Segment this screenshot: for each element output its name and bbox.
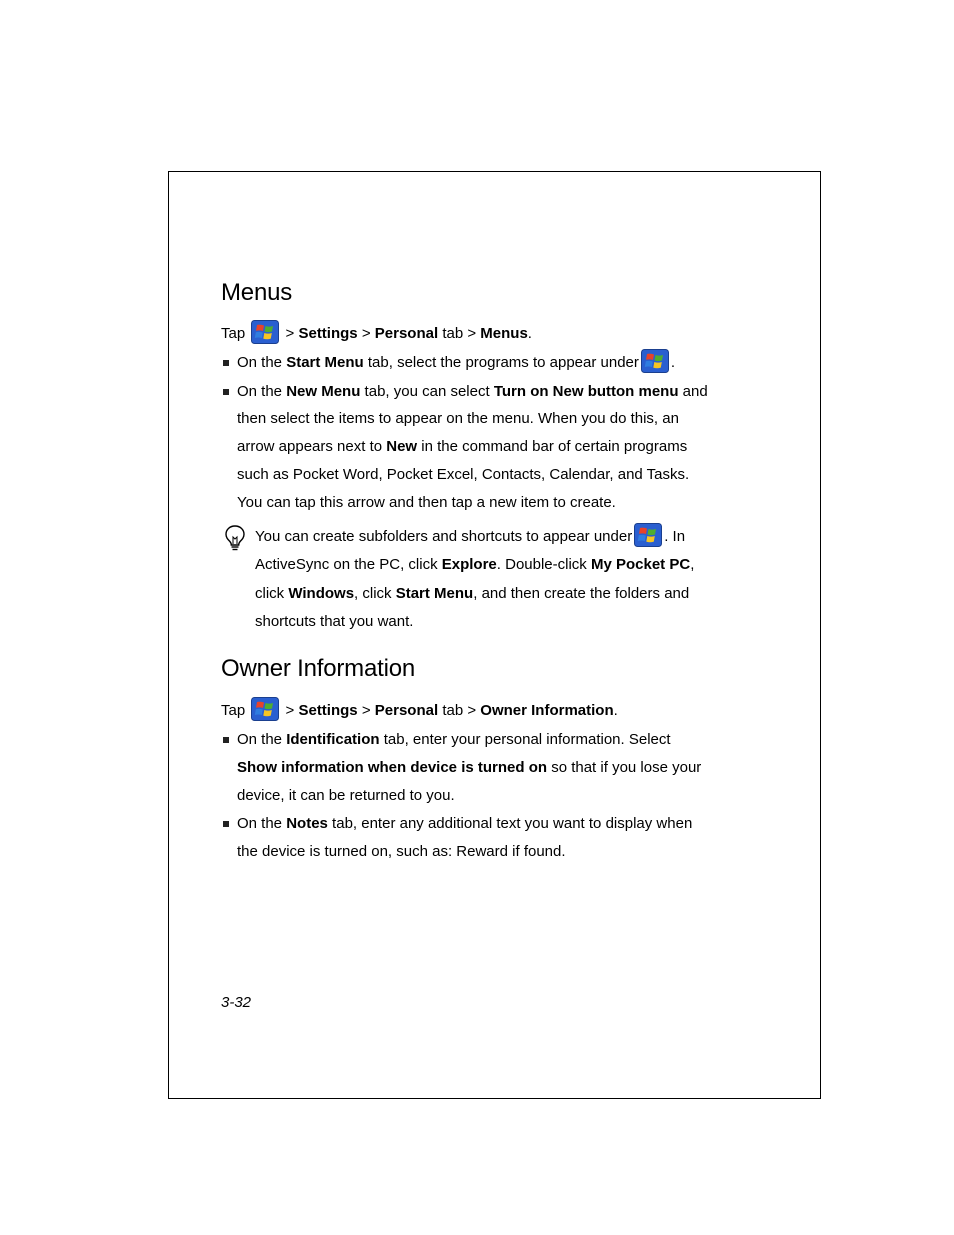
owner-bullet-identification-l3: device, it can be returned to you. bbox=[237, 787, 455, 804]
owner-bullet-notes-l2: the device is turned on, such as: Reward if found. bbox=[237, 843, 566, 860]
lightbulb-icon bbox=[224, 524, 246, 552]
menus-bullet-new-menu-l3: arrow appears next to New in the command bar of certain programs bbox=[237, 438, 688, 455]
menus-bullet-new-menu-l2: then select the items to appear on the menu. When you do this, an bbox=[237, 410, 679, 427]
windows-start-icon bbox=[641, 349, 669, 373]
owner-bullet-identification-l2: Show information when device is turned on so that if you lose your bbox=[237, 759, 702, 776]
menus-bullet-new-menu-l5: You can tap this arrow and then tap a new item to create. bbox=[237, 494, 616, 511]
windows-start-icon bbox=[251, 697, 279, 721]
tip-line-4: shortcuts that you want. bbox=[255, 613, 414, 630]
menus-bullet-start-menu: On the Start Menu tab, select the programs to appear under . bbox=[237, 349, 675, 377]
menus-bullet-new-menu-l4: such as Pocket Word, Pocket Excel, Contacts, Calendar, and Tasks. bbox=[237, 466, 690, 483]
bullet-marker bbox=[223, 821, 229, 827]
windows-start-icon bbox=[251, 320, 279, 344]
owner-bullet-notes-l1: On the Notes tab, enter any additional text you want to display when bbox=[237, 815, 693, 832]
menus-bullet-new-menu-l1: On the New Menu tab, you can select Turn on New button menu and bbox=[237, 383, 708, 400]
section-title-owner-information: Owner Information bbox=[221, 655, 416, 682]
bullet-marker bbox=[223, 737, 229, 743]
menus-tap-line: Tap > Settings > Personal tab > Menus. bbox=[221, 320, 532, 348]
bullet-marker bbox=[223, 389, 229, 395]
owner-tap-line: Tap > Settings > Personal tab > Owner Information. bbox=[221, 697, 618, 725]
page-number: 3-32 bbox=[221, 994, 252, 1011]
section-title-menus: Menus bbox=[221, 279, 293, 306]
bullet-marker bbox=[223, 360, 229, 366]
tip-line-2: ActiveSync on the PC, click Explore. Double-click My Pocket PC, bbox=[255, 556, 695, 573]
tip-line-1: You can create subfolders and shortcuts to appear under . In bbox=[255, 523, 685, 551]
windows-start-icon bbox=[634, 523, 662, 547]
tip-line-3: click Windows, click Start Menu, and then create the folders and bbox=[255, 585, 690, 602]
owner-bullet-identification-l1: On the Identification tab, enter your personal information. Select bbox=[237, 731, 671, 748]
